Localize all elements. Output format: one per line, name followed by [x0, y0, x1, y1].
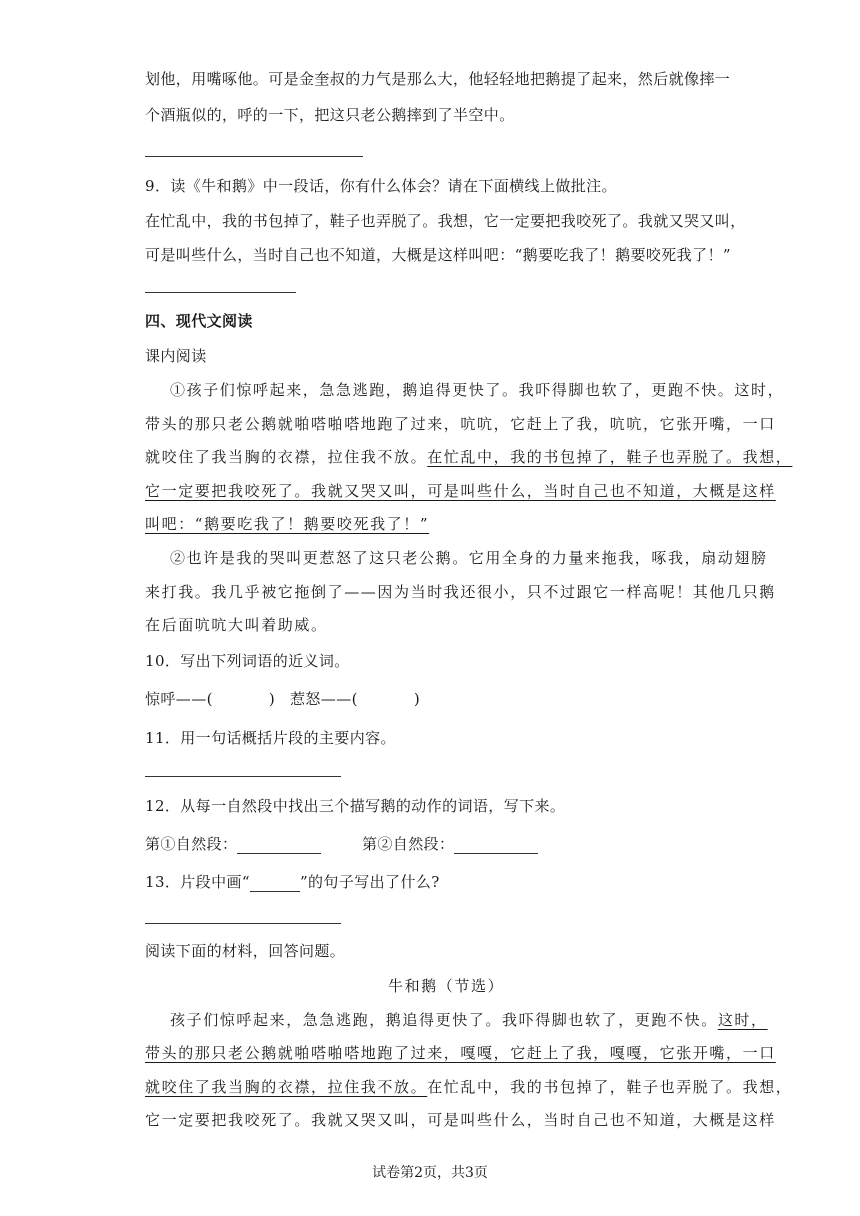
q10-item-2-label: 惹怒——( — [290, 690, 358, 708]
section-subtitle: 课内阅读 — [145, 347, 207, 365]
q12-prompt: 12．从每一自然段中找出三个描写鹅的动作的词语，写下来。 — [145, 797, 566, 815]
q10-prompt: 10．写出下列词语的近义词。 — [145, 652, 350, 670]
q8-passage-line-1: 划他，用嘴啄他。可是金奎叔的力气是那么大，他轻轻地把鹅提了起来，然后就像摔一 — [145, 70, 731, 88]
q10-item-1-close: ) — [268, 690, 276, 708]
q9-prompt: 9．读《牛和鹅》中一段话，你有什么体会？请在下面横线上做批注。 — [145, 177, 617, 195]
q12-blank-1[interactable] — [237, 835, 321, 854]
q12-item-1 — [145, 833, 321, 854]
extra-line-2: 带头的那只老公鹅就啪嗒啪嗒地跑了过来，嘎嘎，它赶上了我，嘎嘎，它张开嘴，一口 — [145, 1044, 776, 1062]
q10-item-1 — [145, 688, 275, 709]
q11-prompt: 11．用一句话概括片段的主要内容。 — [145, 729, 396, 747]
passage-p1-line-2: 带头的那只老公鹅就啪嗒啪嗒地跑了过来，吭吭，它赶上了我，吭吭，它张开嘴，一口 — [145, 415, 776, 433]
q9-answer-line[interactable] — [145, 292, 296, 293]
extra-line-3 — [145, 1076, 792, 1097]
section-title: 四、现代文阅读 — [145, 312, 253, 330]
extra-intro: 阅读下面的材料，回答问题。 — [145, 942, 346, 960]
q10-item-2-close: ) — [413, 690, 421, 708]
q13-answer-line[interactable] — [145, 923, 341, 924]
passage-p1-line-1: ①孩子们惊呼起来，急急逃跑，鹅追得更快了。我吓得脚也软了，更跑不快。这时， — [170, 381, 785, 399]
underlined-sentence: 在忙乱中，我的书包掉了，鞋子也弄脱了。我想， — [427, 448, 793, 466]
passage-p1-line-4: 它一定要把我咬死了。我就又哭又叫，可是叫些什么，当时自己也不知道，大概是这样 — [145, 482, 776, 500]
passage-p2-line-3: 在后面吭吭大叫着助威。 — [145, 616, 328, 634]
passage-p2-line-1: ②也许是我的哭叫更惹怒了这只老公鹅。它用全身的力量来拖我，啄我，扇动翅膀 — [170, 549, 768, 567]
extra-line-4: 它一定要把我咬死了。我就又哭又叫，可是叫些什么，当时自己也不知道，大概是这样 — [145, 1111, 776, 1129]
q10-item-2 — [290, 688, 420, 709]
extra-underlined-start: 这时， — [717, 1011, 768, 1029]
extra-text: 孩子们惊呼起来，急急逃跑，鹅追得更快了。我吓得脚也软了，更跑不快。 — [170, 1011, 718, 1029]
q13-prompt-start: 13．片段中画“ — [145, 873, 250, 891]
q10-item-1-label: 惊呼——( — [145, 690, 213, 708]
q9-quote-line-1: 在忙乱中，我的书包掉了，鞋子也弄脱了。我想，它一定要把我咬死了。我就又哭又叫， — [145, 212, 746, 230]
q13-prompt-end: ”的句子写出了什么? — [299, 873, 440, 891]
extra-underlined-end: 就咬住了我当胸的衣襟，拉住我不放。 — [145, 1078, 428, 1096]
passage-p1-line-3 — [145, 446, 792, 467]
q9-quote-line-2: 可是叫些什么，当时自己也不知道，大概是这样叫吧：“鹅要吃我了！鹅要咬死我了！” — [145, 246, 731, 264]
q8-passage-line-2: 个酒瓶似的，呼的一下，把这只老公鹅摔到了半空中。 — [145, 106, 515, 124]
extra-line-1 — [170, 1009, 768, 1030]
page-footer: 试卷第2页，共3页 — [372, 1165, 488, 1181]
q12-blank-2[interactable] — [454, 835, 538, 854]
passage-text: 就咬住了我当胸的衣襟，拉住我不放。 — [145, 448, 428, 466]
passage-p1-line-5: 叫吧：“鹅要吃我了！鹅要咬死我了！” — [145, 515, 430, 533]
q12-item-1-label: 第①自然段： — [145, 835, 238, 853]
q13-prompt — [145, 871, 440, 892]
q12-item-2 — [362, 833, 538, 854]
q11-answer-line[interactable] — [145, 776, 341, 777]
extra-title: 牛和鹅（节选） — [388, 977, 505, 995]
extra-text: 在忙乱中，我的书包掉了，鞋子也弄脱了。我想， — [427, 1078, 793, 1096]
passage-p2-line-2: 来打我。我几乎被它拖倒了——因为当时我还很小，只不过跟它一样高呢！其他几只鹅 — [145, 583, 776, 601]
q13-underline-mark — [250, 873, 300, 892]
q12-item-2-label: 第②自然段： — [362, 835, 455, 853]
q8-answer-line[interactable] — [145, 156, 363, 157]
